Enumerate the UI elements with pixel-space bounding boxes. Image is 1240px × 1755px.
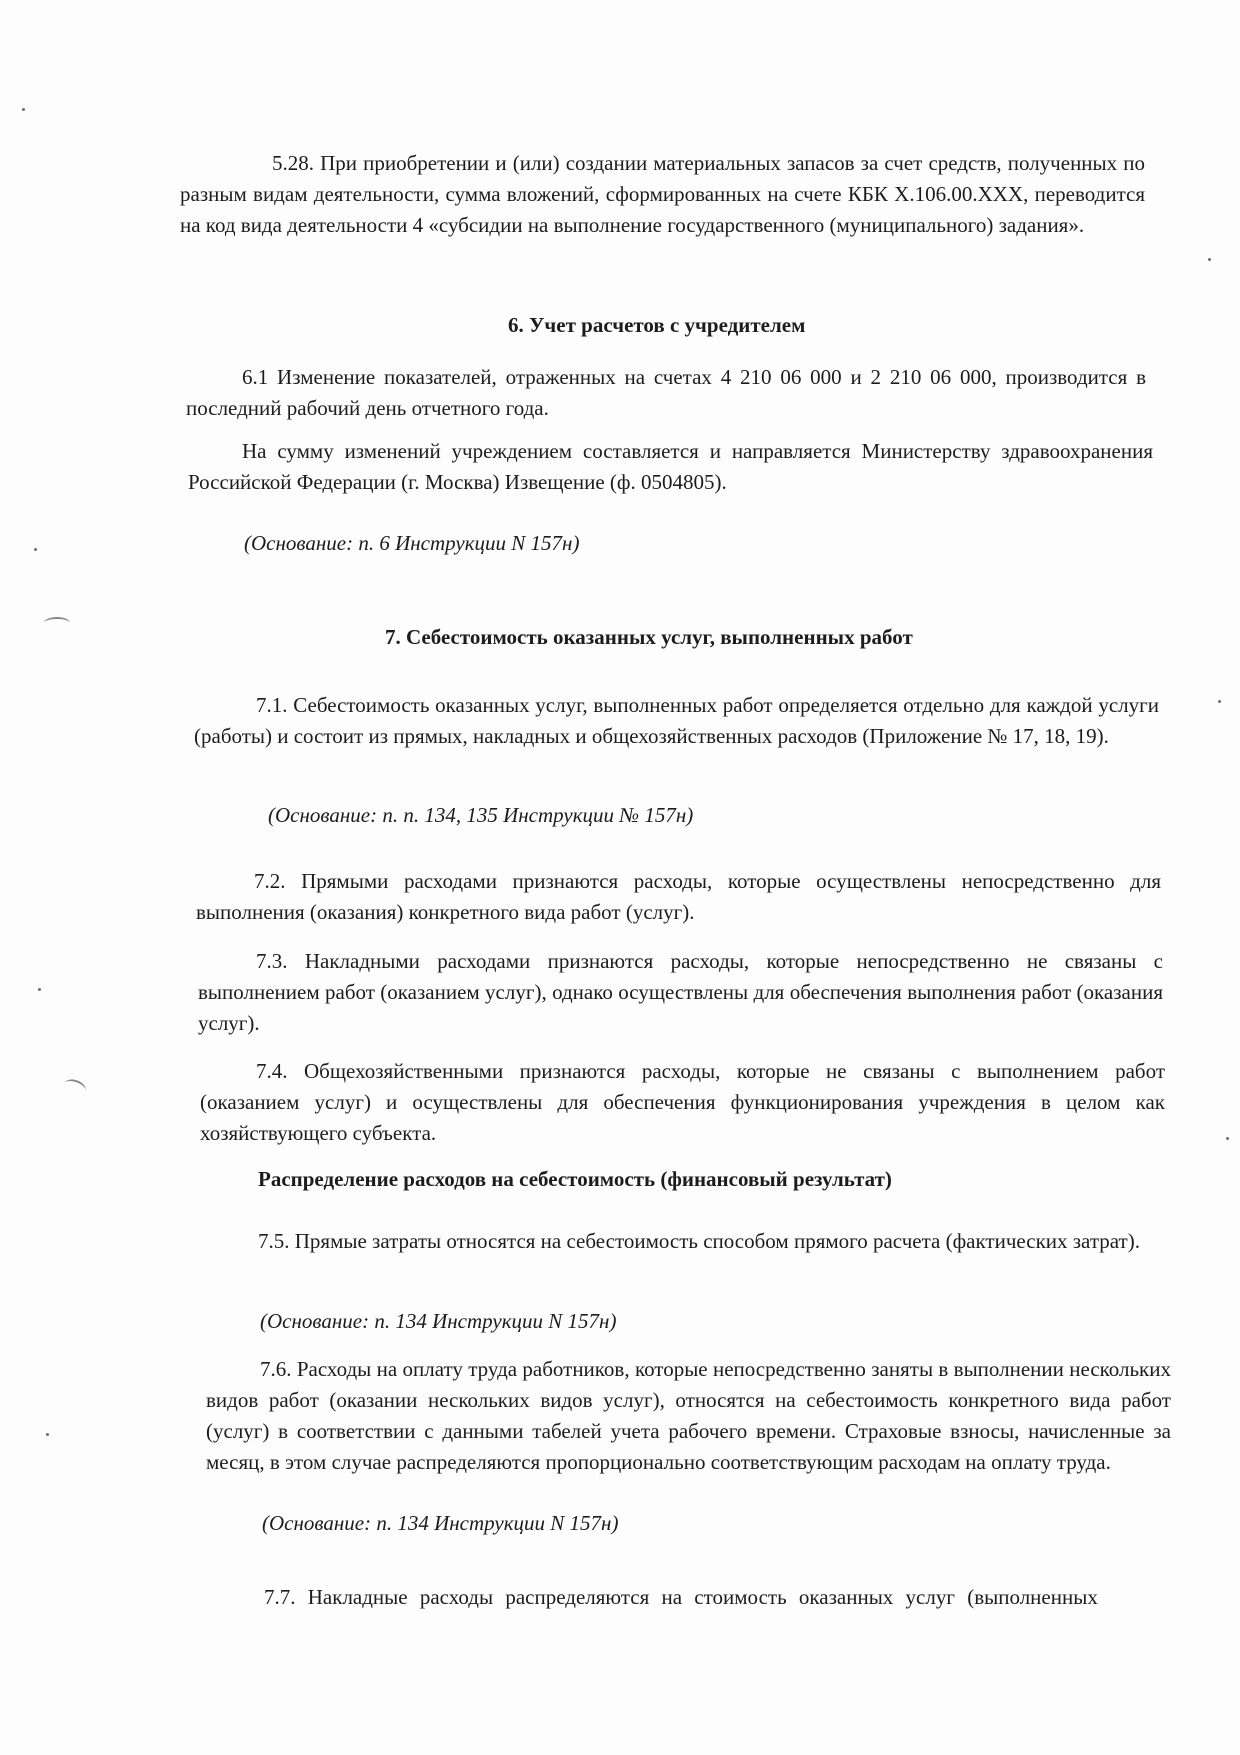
paragraph-7-4-text: 7.4. Общехозяйственными признаются расходы, которые не связаны с выполнением работ (оказанием услуг) и осуществлены для обеспечения функционирования учреждения в целом как хозяйствующего субъекта. [200, 1059, 1165, 1145]
scan-speck [46, 1433, 49, 1436]
paragraph-7-2 [196, 866, 1161, 928]
section-6-heading: 6. Учет расчетов с учредителем [508, 313, 806, 337]
paragraph-7-2-text: 7.2. Прямыми расходами признаются расходы, которые осуществлены непосредственно для выполнения (оказания) конкретного вида работ (услуг). [196, 869, 1161, 924]
section-7-heading: 7. Себестоимость оказанных услуг, выполненных работ [385, 625, 913, 649]
scan-speck [1208, 258, 1211, 261]
paragraph-7-5 [198, 1226, 1168, 1257]
basis-7-1: (Основание: п. п. 134, 135 Инструкции № 157н) [268, 803, 694, 827]
scan-mark [44, 617, 70, 629]
paragraph-7-3-text: 7.3. Накладными расходами признаются расходы, которые непосредственно не связаны с выполнением работ (оказанием услуг), однако осуществлены для обеспечения выполнения работ (оказания услуг). [198, 949, 1163, 1035]
paragraph-7-7-text: 7.7. Накладные расходы распределяются на стоимость оказанных услуг (выполненных [264, 1585, 1098, 1609]
paragraph-5-28 [180, 148, 1145, 241]
paragraph-6-1-text: 6.1 Изменение показателей, отраженных на счетах 4 210 06 000 и 2 210 06 000, производится в последний рабочий день отчетного года. [186, 365, 1146, 420]
paragraph-6-1b [188, 436, 1153, 498]
paragraph-7-3 [198, 946, 1163, 1039]
scan-speck [22, 108, 25, 111]
paragraph-7-4 [200, 1056, 1165, 1149]
scan-speck [1226, 1137, 1229, 1140]
paragraph-6-1 [186, 362, 1146, 424]
basis-7-5: (Основание: п. 134 Инструкции N 157н) [260, 1309, 617, 1333]
scan-speck [34, 548, 37, 551]
scan-mark [62, 1077, 87, 1098]
paragraph-7-1 [194, 690, 1159, 752]
scan-speck [1218, 700, 1221, 703]
scan-speck [38, 988, 41, 991]
paragraph-7-6 [206, 1354, 1171, 1478]
paragraph-7-6-text: 7.6. Расходы на оплату труда работников, которые непосредственно заняты в выполнении нескольких видов работ (оказании нескольких видов услуг), относятся на себестоимость конкретного вида работ (услуг) в соответствии с данными табелей учета рабочего времени. Страховые взносы, начисленные за месяц, в этом случае распределяются пропорционально соответствующим расходам на оплату труда. [206, 1357, 1171, 1474]
paragraph-7-5-text: 7.5. Прямые затраты относятся на себестоимость способом прямого расчета (фактических затрат). [258, 1229, 1140, 1253]
paragraph-7-7 [208, 1582, 1173, 1613]
paragraph-5-28-text: 5.28. При приобретении и (или) создании материальных запасов за счет средств, полученных по разным видам деятельности, сумма вложений, сформированных на счете КБК Х.106.00.ХХХ, переводится на код вида деятельности 4 «субсидии на выполнение государственного (муниципального) задания». [180, 151, 1145, 237]
paragraph-6-1b-text: На сумму изменений учреждением составляется и направляется Министерству здравоохранения Российской Федерации (г. Москва) Извещение (ф. 0504805). [188, 439, 1153, 494]
basis-7-6: (Основание: п. 134 Инструкции N 157н) [262, 1511, 619, 1535]
cost-distribution-heading: Распределение расходов на себестоимость (финансовый результат) [258, 1167, 892, 1191]
basis-section-6: (Основание: п. 6 Инструкции N 157н) [244, 531, 580, 555]
paragraph-7-1-text: 7.1. Себестоимость оказанных услуг, выполненных работ определяется отдельно для каждой услуги (работы) и состоит из прямых, накладных и общехозяйственных расходов (Приложение № 17, 18, 19). [194, 693, 1159, 748]
